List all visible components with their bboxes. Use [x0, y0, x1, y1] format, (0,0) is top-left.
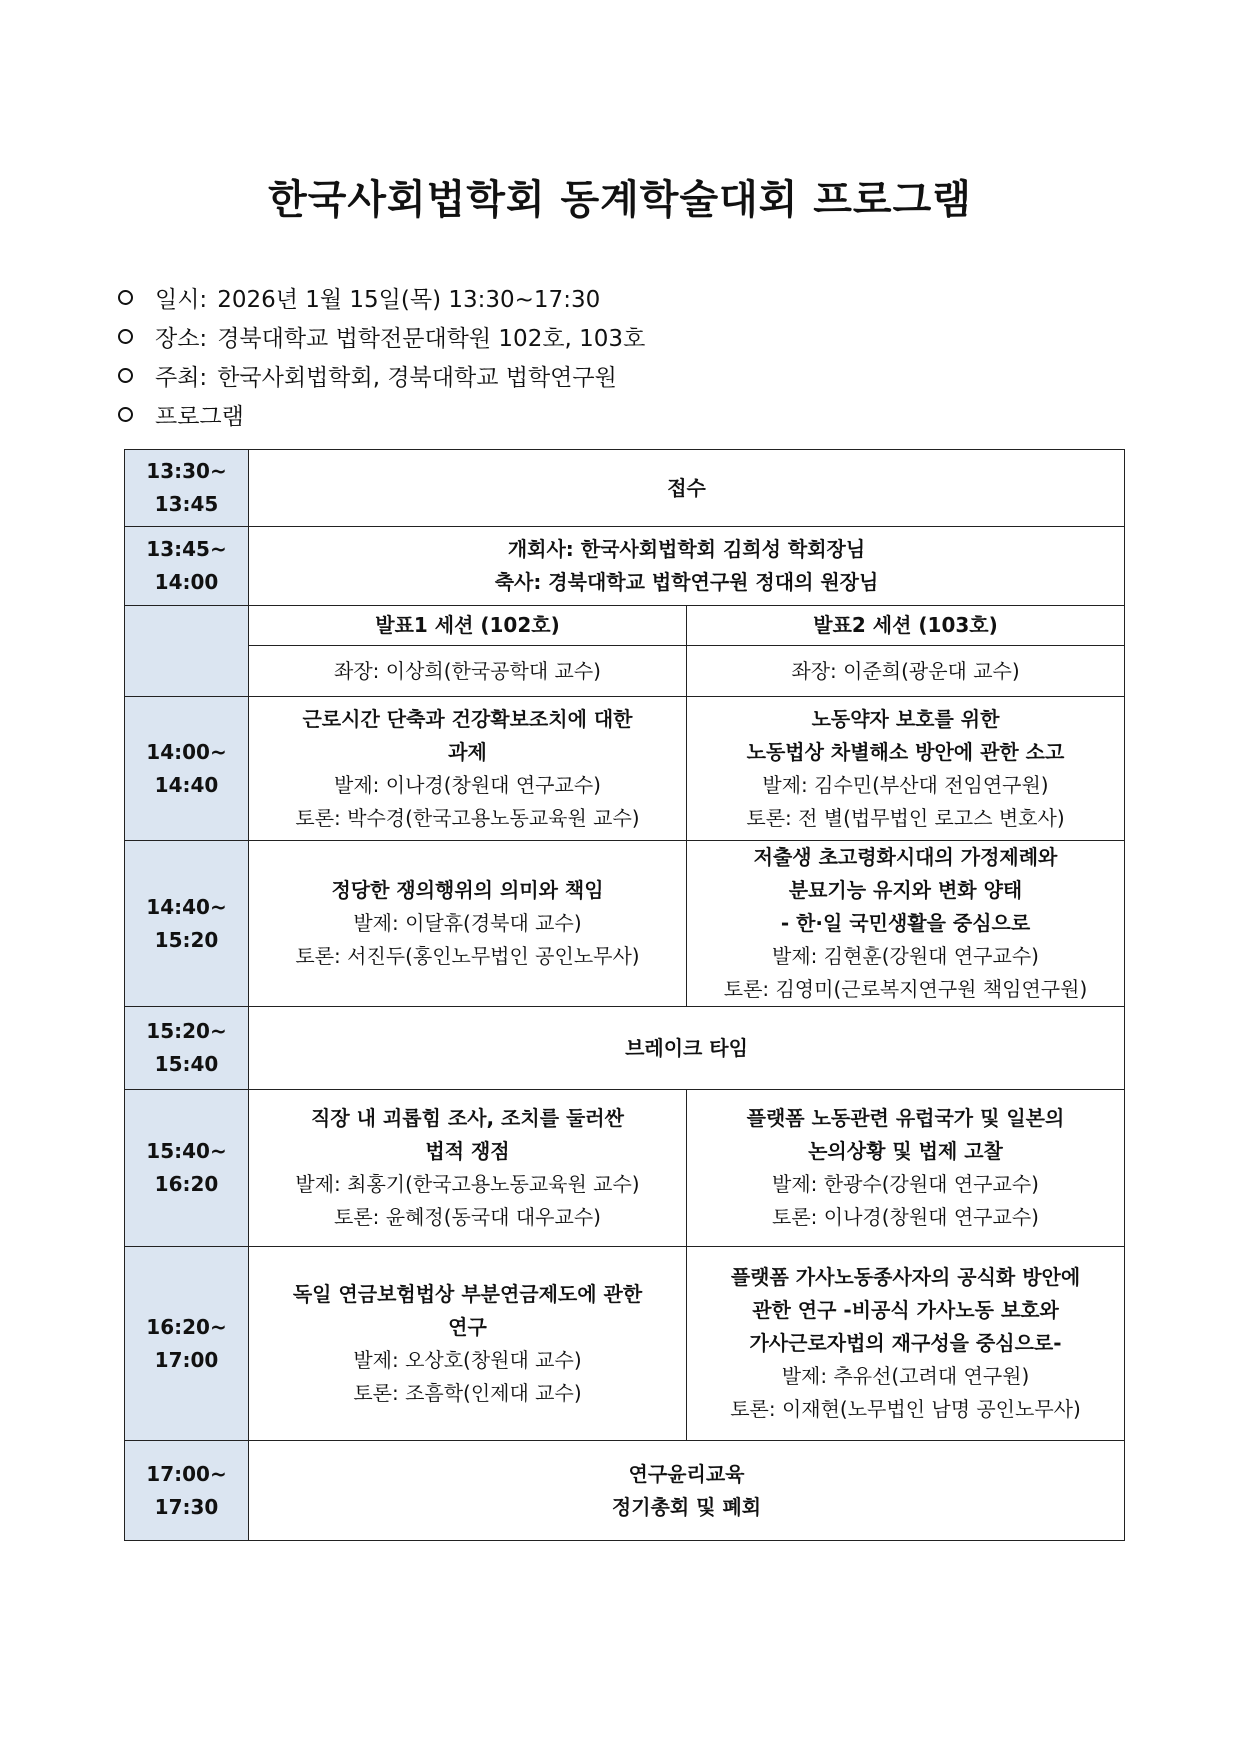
time-cell [125, 450, 249, 527]
info-value: 경북대학교 법학전문대학원 102호, 103호 [217, 326, 646, 352]
time-start: 14:40~ [146, 894, 227, 919]
time-start: 14:00~ [146, 739, 227, 764]
presenter: 발제: 이나경(창원대 연구교수) [334, 772, 601, 797]
registration-cell: 접수 [249, 450, 1125, 527]
time-end: 16:20 [154, 1172, 219, 1196]
info-value: 2026년 1월 15일(목) 13:30~17:30 [217, 287, 601, 313]
presentation-title: 플랫폼 가사노동종사자의 공식화 방안에 [730, 1265, 1081, 1289]
break-cell: 브레이크 타임 [249, 1007, 1125, 1090]
general-meeting-closing: 정기총회 및 폐회 [611, 1494, 762, 1519]
circle-bullet-icon [118, 329, 133, 344]
circle-bullet-icon [118, 290, 133, 305]
table-row-registration [125, 450, 1125, 527]
time-start: 15:40~ [146, 1139, 227, 1163]
presentation-title: 연구 [448, 1314, 487, 1339]
session2-header: 발표2 세션 (103호) [687, 606, 1125, 646]
presenter: 발제: 한광수(강원대 연구교수) [772, 1172, 1039, 1196]
session2-chair: 좌장: 이준희(광운대 교수) [687, 646, 1125, 697]
time-end: 14:40 [154, 772, 219, 797]
table-row-chairs [125, 646, 1125, 697]
presentation-title: 노동법상 차별해소 방안에 관한 소고 [746, 739, 1065, 764]
time-cell [125, 841, 249, 1007]
time-start: 16:20~ [146, 1314, 227, 1339]
time-start: 17:00~ [146, 1461, 227, 1486]
session2-presentation [687, 1090, 1125, 1247]
discussant: 토론: 서진두(홍인노무법인 공인노무사) [295, 944, 640, 968]
table-row-presentation [125, 1090, 1125, 1247]
time-end: 15:20 [154, 927, 219, 952]
program-table [124, 449, 1125, 1541]
info-label: 주최: [155, 365, 208, 391]
time-cell [125, 527, 249, 606]
discussant: 토론: 이재현(노무법인 남명 공인노무사) [730, 1397, 1081, 1421]
info-label: 프로그램 [155, 404, 244, 430]
page-title: 한국사회법학회 동계학술대회 프로그램 [268, 177, 972, 223]
discussant: 토론: 조흠학(인제대 교수) [353, 1380, 582, 1405]
time-start: 15:20~ [146, 1019, 227, 1043]
info-item-date [118, 278, 645, 317]
time-end: 13:45 [154, 492, 219, 516]
time-end: 17:30 [154, 1494, 219, 1519]
presentation-title: 분묘기능 유지와 변화 양태 [788, 878, 1023, 902]
time-end: 17:00 [154, 1347, 219, 1372]
time-cell [125, 1090, 249, 1247]
info-label: 장소: [155, 326, 208, 352]
table-row-opening [125, 527, 1125, 606]
opening-cell [249, 527, 1125, 606]
time-cell [125, 1441, 249, 1541]
table-row-break [125, 1007, 1125, 1090]
discussant: 토론: 윤혜정(동국대 대우교수) [334, 1205, 601, 1229]
circle-bullet-icon [118, 407, 133, 422]
discussant: 토론: 이나경(창원대 연구교수) [772, 1205, 1039, 1229]
event-info-list [118, 278, 645, 434]
presenter: 발제: 김현훈(강원대 연구교수) [772, 944, 1039, 968]
session2-presentation [687, 697, 1125, 841]
presenter: 발제: 김수민(부산대 전임연구원) [762, 772, 1049, 797]
presentation-subtitle: - 한·일 국민생활을 중심으로 [780, 911, 1031, 935]
table-row-presentation [125, 1247, 1125, 1441]
presentation-title: 플랫폼 노동관련 유럽국가 및 일본의 [746, 1106, 1065, 1130]
congratulatory-speech: 축사: 경북대학교 법학연구원 정대의 원장님 [494, 570, 879, 594]
presenter: 발제: 추유선(고려대 연구원) [781, 1364, 1030, 1388]
discussant: 토론: 김영미(근로복지연구원 책임연구원) [723, 977, 1088, 1001]
closing-cell [249, 1441, 1125, 1541]
info-label: 일시: [155, 287, 208, 313]
session2-presentation [687, 1247, 1125, 1441]
table-row-presentation [125, 697, 1125, 841]
time-cell [125, 1007, 249, 1090]
time-cell-empty [125, 606, 249, 697]
presentation-title: 정당한 쟁의행위의 의미와 책임 [331, 878, 604, 902]
presentation-title: 노동약자 보호를 위한 [811, 706, 1000, 731]
table-row-session-headers [125, 606, 1125, 646]
session1-presentation [249, 1247, 687, 1441]
ethics-education: 연구윤리교육 [628, 1461, 745, 1486]
presentation-title: 관한 연구 -비공식 가사노동 보호와 [752, 1298, 1059, 1322]
info-item-program [118, 395, 645, 434]
presenter: 발제: 오상호(창원대 교수) [353, 1347, 582, 1372]
session1-presentation [249, 1090, 687, 1247]
discussant: 토론: 전 별(법무법인 로고스 변호사) [746, 805, 1065, 830]
time-cell [125, 1247, 249, 1441]
circle-bullet-icon [118, 368, 133, 383]
table-row-presentation [125, 841, 1125, 1007]
time-end: 15:40 [154, 1052, 219, 1076]
info-item-venue [118, 317, 645, 356]
presenter: 발제: 최홍기(한국고용노동교육원 교수) [295, 1172, 640, 1196]
session1-presentation [249, 697, 687, 841]
info-value: 한국사회법학회, 경북대학교 법학연구원 [217, 365, 617, 391]
session2-presentation [687, 841, 1125, 1007]
presenter: 발제: 이달휴(경북대 교수) [353, 911, 582, 935]
presentation-title: 가사근로자법의 재구성을 중심으로- [749, 1331, 1062, 1355]
session1-header: 발표1 세션 (102호) [249, 606, 687, 646]
opening-speech: 개회사: 한국사회법학회 김희성 학회장님 [507, 537, 866, 561]
presentation-title: 과제 [448, 739, 487, 764]
discussant: 토론: 박수경(한국고용노동교육원 교수) [295, 805, 640, 830]
time-start: 13:45~ [146, 537, 227, 561]
presentation-title: 논의상황 및 법제 고찰 [808, 1139, 1003, 1163]
info-item-host [118, 356, 645, 395]
presentation-title: 직장 내 괴롭힘 조사, 조치를 둘러싼 [311, 1106, 624, 1130]
time-start: 13:30~ [146, 459, 227, 483]
presentation-title: 법적 쟁점 [425, 1139, 510, 1163]
presentation-title: 독일 연금보험법상 부분연금제도에 관한 [292, 1281, 643, 1306]
time-end: 14:00 [154, 570, 219, 594]
session1-presentation [249, 841, 687, 1007]
table-row-closing [125, 1441, 1125, 1541]
presentation-title: 저출생 초고령화시대의 가정제례와 [753, 845, 1058, 869]
session1-chair: 좌장: 이상희(한국공학대 교수) [249, 646, 687, 697]
time-cell [125, 697, 249, 841]
presentation-title: 근로시간 단축과 건강확보조치에 대한 [302, 706, 633, 731]
